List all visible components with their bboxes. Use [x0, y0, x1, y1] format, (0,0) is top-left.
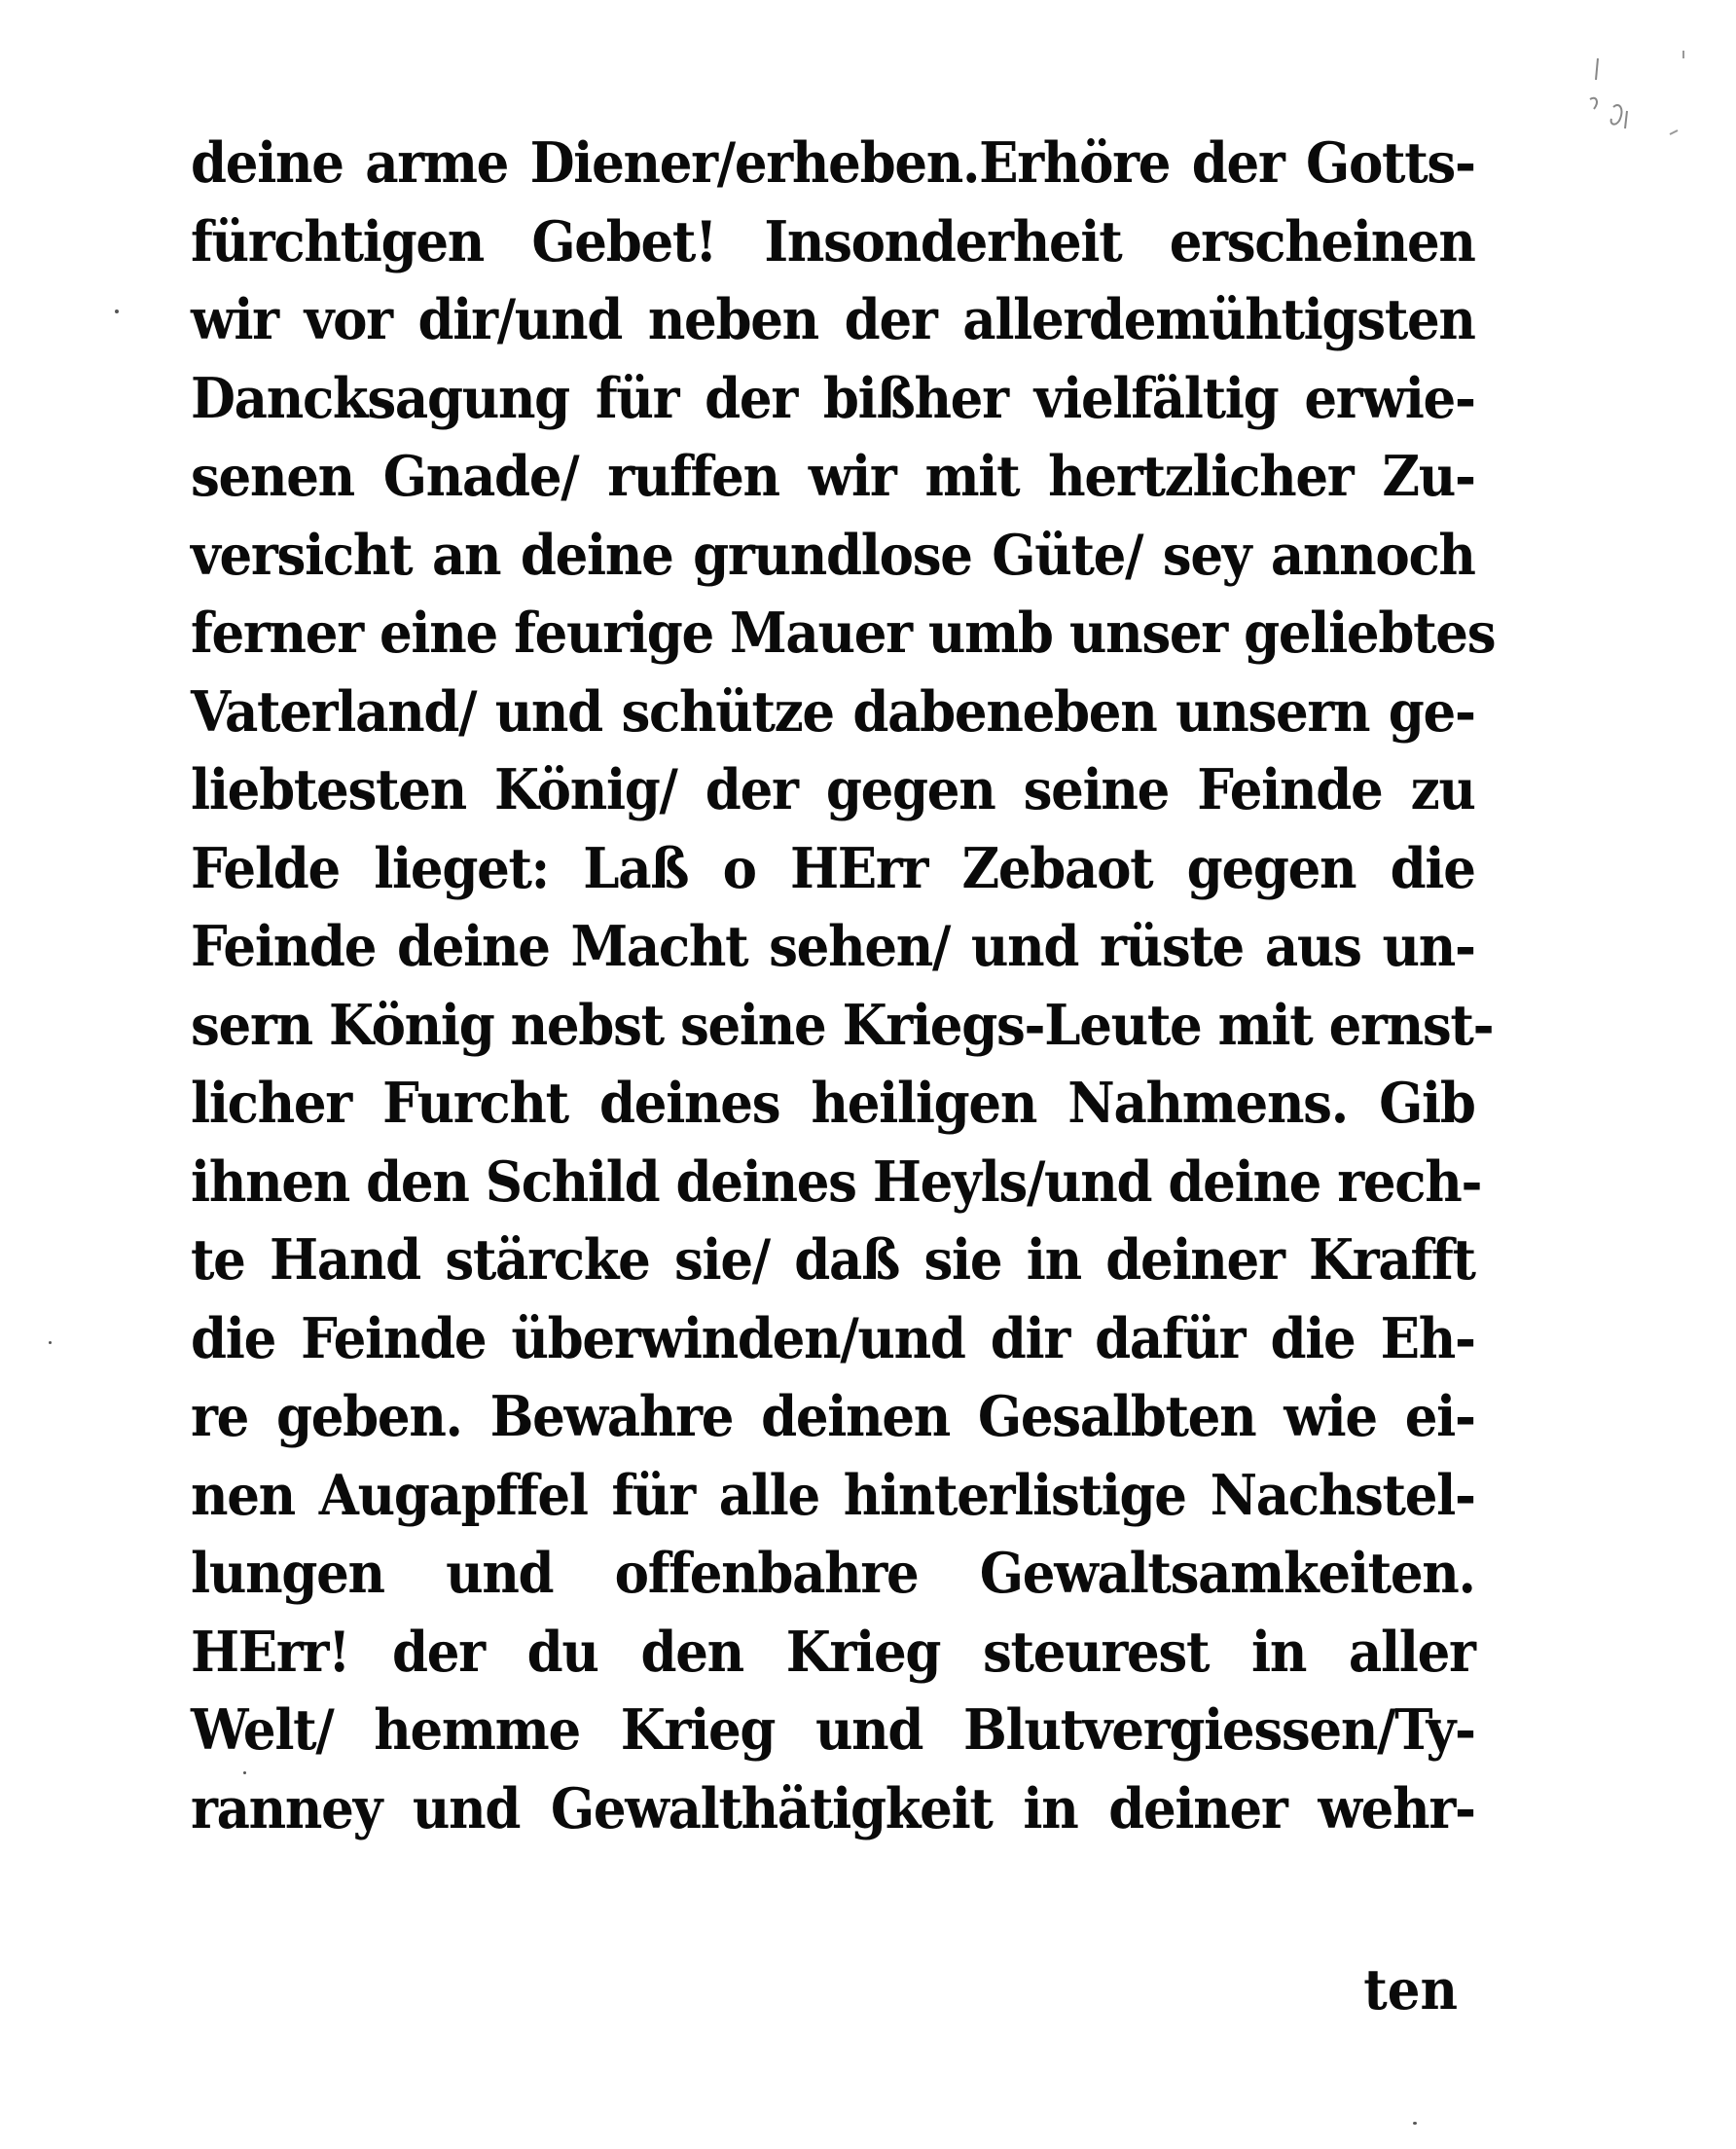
- text-line: die Feinde überwinden/und dir dafür die Eh-: [191, 1305, 1475, 1371]
- text-line: re geben. Bewahre deinen Gesalbten wie ei-: [191, 1384, 1475, 1449]
- handwritten-mark: [1576, 41, 1713, 148]
- text-line: te Hand stärcke sie/ daß sie in deiner Krafft: [191, 1227, 1475, 1293]
- text-line: Vaterland/ und schütze dabeneben unsern ge-: [191, 678, 1475, 745]
- text-line: liebtesten König/ der gegen seine Feinde zu: [191, 757, 1475, 822]
- text-line: licher Furcht deines heiligen Nahmens. Gib: [191, 1071, 1475, 1136]
- paper-speck: [49, 1341, 52, 1344]
- text-line: wir vor dir/und neben der allerdemühtigsten: [191, 287, 1475, 352]
- pencil-scribble-icon: [1576, 41, 1713, 148]
- text-line: ranney und Gewalthätigkeit in deiner wehr-: [191, 1775, 1475, 1841]
- prayer-text: [191, 125, 1496, 1848]
- text-line: Felde lieget: Laß o HErr Zebaot gegen die: [191, 835, 1475, 901]
- text-line: ihnen den Schild deines Heyls/und deine rech-: [191, 1148, 1482, 1215]
- paper-speck: [1413, 2122, 1417, 2125]
- catchword: ten: [1363, 1957, 1458, 2022]
- paper-speck: [115, 310, 119, 313]
- text-line: sern König nebst seine Kriegs-Leute mit ernst-: [191, 992, 1494, 1058]
- text-line: ferner eine feurige Mauer umb unser geliebtes: [191, 601, 1496, 666]
- text-line: Feinde deine Macht sehen/ und rüste aus un-: [191, 914, 1475, 979]
- text-line: senen Gnade/ ruffen wir mit hertzlicher Zu-: [191, 444, 1475, 509]
- text-line: versicht an deine grundlose Güte/ sey annoch: [191, 522, 1475, 588]
- text-line: fürchtigen Gebet! Insonderheit erscheinen: [191, 208, 1475, 274]
- text-line: deine arme Diener/erheben.Erhöre der Gotts-: [191, 130, 1475, 196]
- text-line: Welt/ hemme Krieg und Blutvergiessen/Ty-: [191, 1697, 1475, 1763]
- text-line: Dancksagung für der bißher vielfältig erwie-: [191, 365, 1475, 431]
- text-line: nen Augapffel für alle hinterlistige Nachstel-: [191, 1462, 1475, 1528]
- text-line: HErr! der du den Krieg steurest in aller: [191, 1619, 1475, 1685]
- text-line: lungen und offenbahre Gewaltsamkeiten.: [191, 1541, 1475, 1606]
